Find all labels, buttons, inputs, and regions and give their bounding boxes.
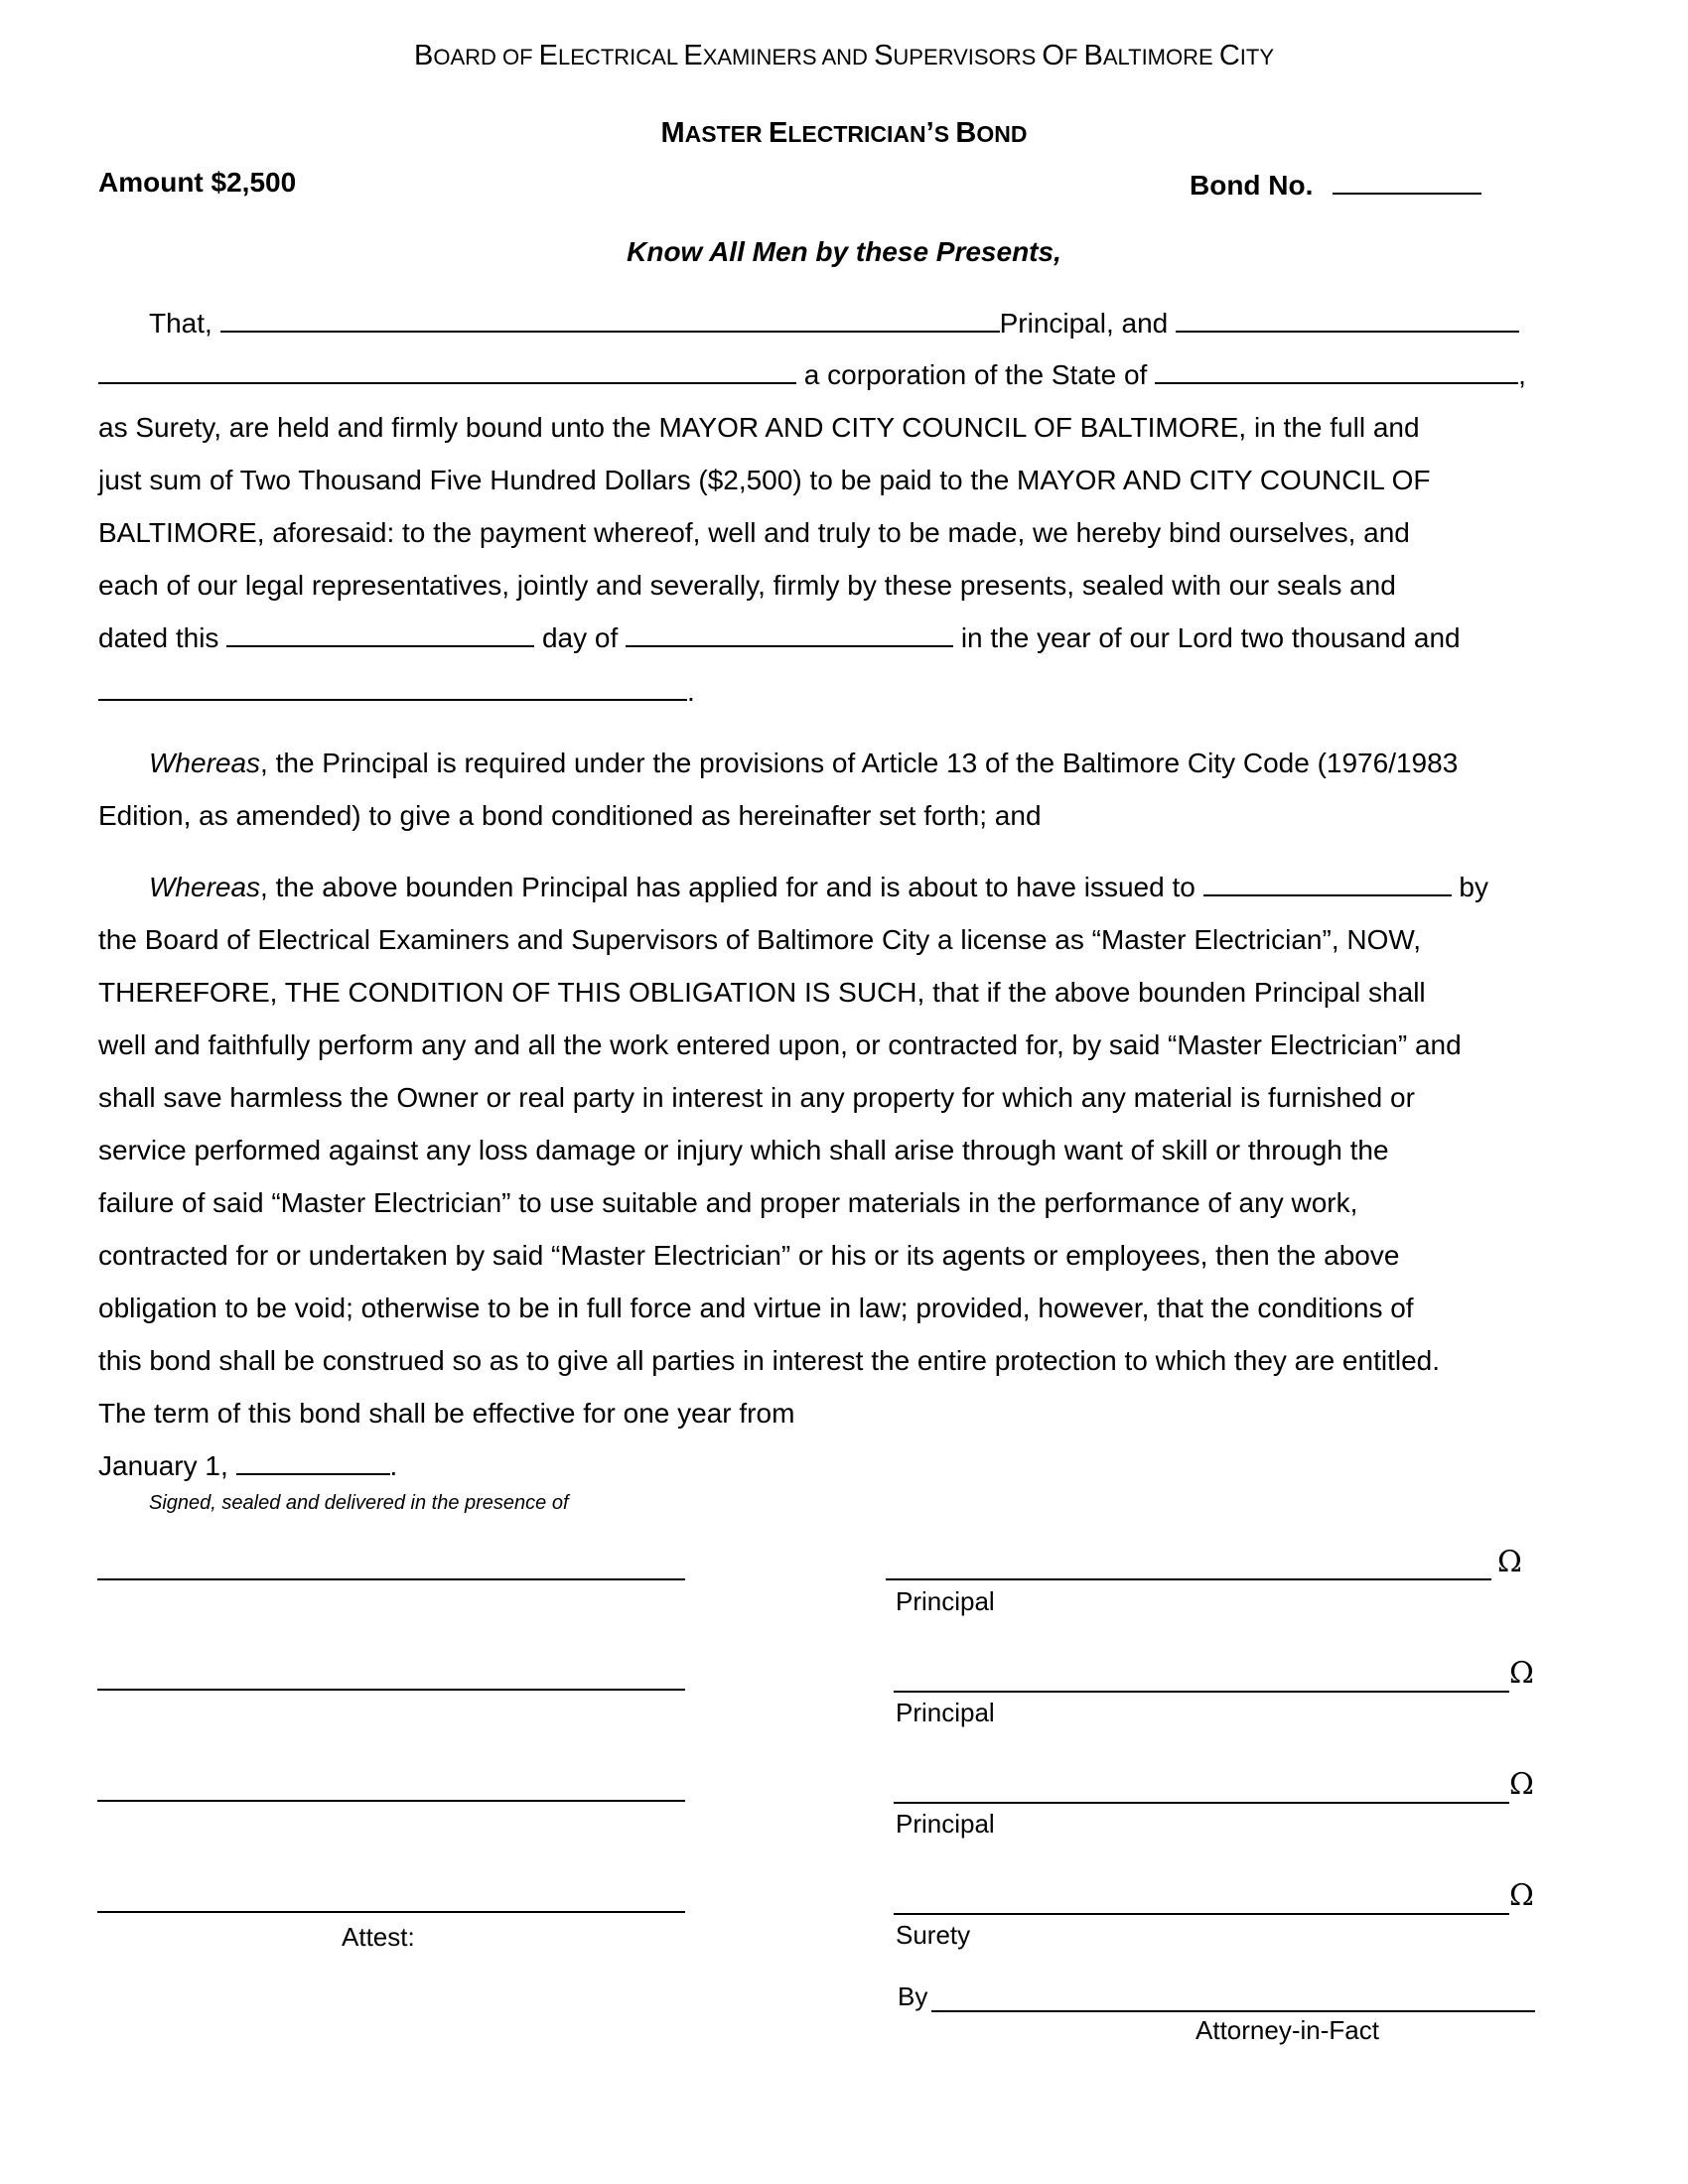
attorney-signature-line[interactable] [931, 2010, 1535, 2012]
day-field[interactable] [226, 621, 534, 647]
body-line-1: That, Principal, and [149, 307, 1519, 341]
month-field[interactable] [626, 621, 953, 647]
body-line-5: BALTIMORE, aforesaid: to the payment whereof, well and truly to be made, we hereby bind ourselves, and [98, 517, 1410, 548]
surety-label: Surety [896, 1920, 971, 1950]
principal-label-1: Principal [896, 1586, 995, 1616]
principal-signature-line-3[interactable] [894, 1802, 1509, 1804]
bond-amount: Amount $2,500 [98, 167, 297, 198]
condition-line-11: January 1, . [98, 1450, 398, 1481]
whereas-2: Whereas, the above bounden Principal has applied for and is about to have issued to by [149, 872, 1488, 902]
principal-signature-line-2[interactable] [894, 1691, 1509, 1693]
board-header: BOARD OF ELECTRICAL EXAMINERS AND SUPERVISORS OF BALTIMORE CITY [413, 40, 1274, 71]
witness-line-4[interactable] [97, 1911, 685, 1913]
witness-note: Signed, sealed and delivered in the presence of [149, 1492, 569, 1514]
principal-signature-line-1[interactable] [886, 1578, 1491, 1580]
condition-line-4: shall save harmless the Owner or real party in interest in any property for which any material is furnished or [98, 1082, 1415, 1113]
attest-label: Attest: [342, 1922, 415, 1952]
licensee-field[interactable] [1203, 871, 1452, 896]
surety-name-field[interactable] [1176, 307, 1519, 333]
surety-signature-line[interactable] [894, 1913, 1509, 1915]
seal-icon: Ω [1509, 1878, 1534, 1913]
state-field[interactable] [1155, 358, 1518, 384]
body-line-4: just sum of Two Thousand Five Hundred Dollars ($2,500) to be paid to the MAYOR AND CITY COUNCIL OF [98, 465, 1431, 495]
condition-line-1: the Board of Electrical Examiners and Supervisors of Baltimore City a license as “Master Electrician”, NOW, [98, 924, 1422, 955]
condition-line-8: obligation to be void; otherwise to be in full force and virtue in law; provided, however, that the conditions of [98, 1293, 1414, 1323]
bond-number-label: Bond No. [1190, 170, 1314, 201]
bond-number-field[interactable] [1333, 167, 1481, 195]
condition-line-3: well and faithfully perform any and all the work entered upon, or contracted for, by said “Master Electrician” and [98, 1029, 1462, 1060]
year-field[interactable] [98, 675, 687, 701]
condition-line-10: The term of this bond shall be effective for one year from [98, 1398, 795, 1429]
principal-label-2: Principal [896, 1698, 995, 1727]
condition-line-2: THEREFORE, THE CONDITION OF THIS OBLIGATION IS SUCH, that if the above bounden Principal shall [98, 977, 1426, 1008]
body-line-8: . [98, 675, 695, 709]
condition-line-7: contracted for or undertaken by said “Master Electrician” or his or its agents or employees, then the above [98, 1240, 1400, 1271]
whereas-1-cont: Edition, as amended) to give a bond conditioned as hereinafter set forth; and [98, 800, 1042, 831]
seal-icon: Ω [1497, 1545, 1522, 1579]
condition-line-6: failure of said “Master Electrician” to use suitable and proper materials in the performance of any work, [98, 1187, 1358, 1218]
principal-label-3: Principal [896, 1809, 995, 1839]
body-line-3: as Surety, are held and firmly bound unto the MAYOR AND CITY COUNCIL OF BALTIMORE, in the full and [98, 412, 1420, 443]
surety-name-field-cont[interactable] [98, 358, 796, 384]
document-title: MASTER ELECTRICIAN’S BOND [660, 117, 1028, 149]
attorney-in-fact-label: Attorney-in-Fact [1196, 2015, 1379, 2045]
body-line-2: a corporation of the State of , [98, 358, 1526, 392]
witness-line-3[interactable] [97, 1800, 685, 1802]
bond-number [1190, 167, 1481, 202]
body-line-7: dated this day of in the year of our Lord two thousand and [98, 622, 1461, 653]
condition-line-5: service performed against any loss damage or injury which shall arise through want of skill or through the [98, 1135, 1389, 1165]
effective-year-field[interactable] [236, 1449, 390, 1475]
presents-heading: Know All Men by these Presents, [627, 236, 1061, 267]
seal-icon: Ω [1509, 1767, 1534, 1802]
principal-name-field[interactable] [220, 307, 1000, 333]
by-label: By [898, 1981, 928, 2011]
condition-line-9: this bond shall be construed so as to give all parties in interest the entire protection to which they are entitled. [98, 1345, 1440, 1376]
seal-icon: Ω [1509, 1656, 1534, 1691]
witness-line-1[interactable] [97, 1578, 685, 1580]
whereas-1: Whereas, the Principal is required under the provisions of Article 13 of the Baltimore City Code (1976/1983 [149, 748, 1459, 778]
witness-line-2[interactable] [97, 1689, 685, 1691]
body-line-6: each of our legal representatives, jointly and severally, firmly by these presents, sealed with our seals and [98, 570, 1396, 601]
